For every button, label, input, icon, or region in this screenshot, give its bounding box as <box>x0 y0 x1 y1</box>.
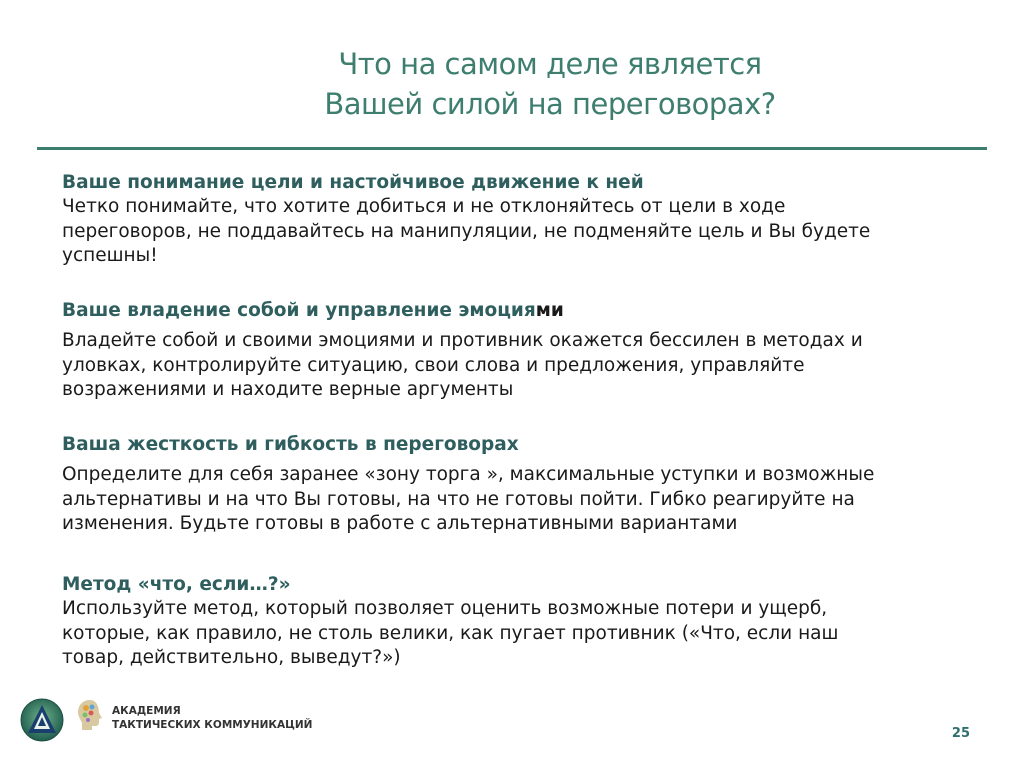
title-divider <box>37 147 987 150</box>
section-heading: Ваша жесткость и гибкость в переговорах <box>62 434 519 455</box>
section-self-control <box>62 298 962 403</box>
footer <box>20 696 380 746</box>
organization-name-line-1: АКАДЕМИЯ <box>112 705 181 717</box>
section-goal <box>62 170 962 269</box>
slide-title-line-2: Вашей силой на переговорах? <box>324 87 776 121</box>
section-heading-tail: ми <box>535 300 564 321</box>
section-heading: Ваше понимание цели и настойчивое движение к ней <box>62 172 644 193</box>
section-heading-main: Ваше владение собой и управление эмоция <box>62 300 536 321</box>
section-heading <box>62 298 962 323</box>
slide-title <box>290 44 810 124</box>
academy-triangle-logo-icon <box>20 698 64 742</box>
colorful-head-icon <box>76 698 104 732</box>
organization-name-line-2: ТАКТИЧЕСКИХ КОММУНИКАЦИЙ <box>112 719 313 731</box>
section-firmness-flexibility <box>62 432 962 537</box>
slide-title-line-1: Что на самом деле является <box>338 47 762 81</box>
section-body: Используйте метод, который позволяет оценить возможные потери и ущерб, которые, как правило, не столь велики, как пугает противник («Что, если наш товар, действительно, выведут?») <box>62 598 839 668</box>
section-body: Определите для себя заранее «зону торга », максимальные уступки и возможные альтернативы и на что Вы готовы, на что не готовы пойти. Гибко реагируйте на изменения. Будьте готовы в работе с альтернативными вариантами <box>62 464 875 534</box>
section-heading: Метод «что, если…?» <box>62 574 291 595</box>
section-body: Четко понимайте, что хотите добиться и не отклоняйтесь от цели в ходе переговоров, не поддавайтесь на манипуляции, не подменяйте цель и Вы будете успешны! <box>62 196 871 266</box>
organization-name <box>112 704 312 732</box>
section-body: Владейте собой и своими эмоциями и противник окажется бессилен в методах и уловках, контролируйте ситуацию, свои слова и предложения, управляйте возражениями и находите верные аргументы <box>62 330 863 400</box>
section-what-if-method <box>62 572 962 671</box>
page-number: 25 <box>951 726 970 741</box>
